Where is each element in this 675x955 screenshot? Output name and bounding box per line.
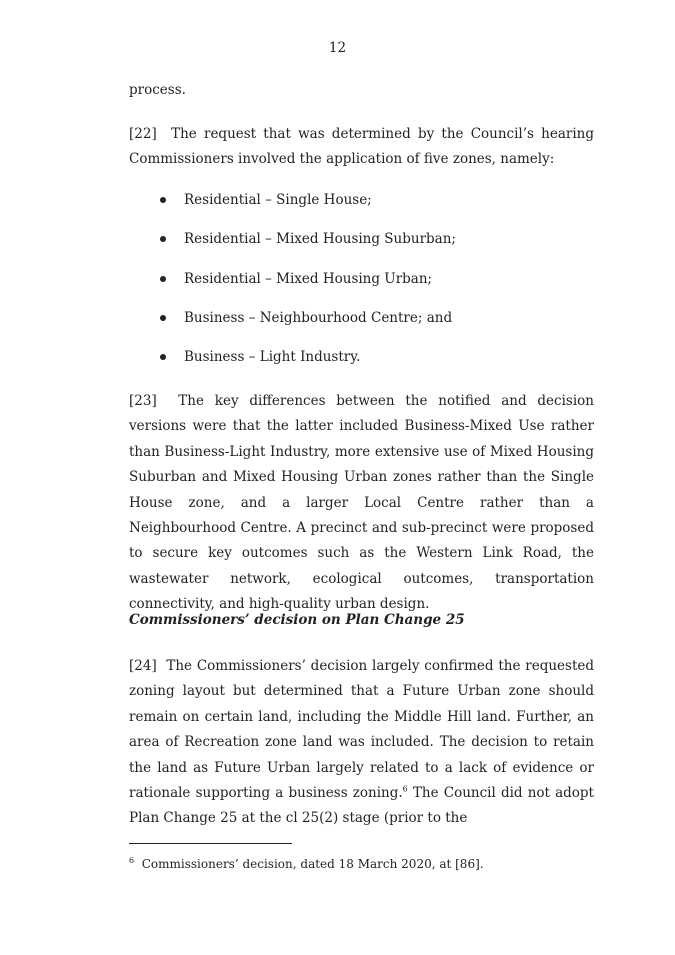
page-number: 12: [328, 40, 347, 56]
bullet-icon: [160, 315, 166, 321]
paragraph-number: [22]: [129, 126, 157, 142]
bullet-icon: [160, 354, 166, 360]
paragraph-23-text: The key differences between the notified and decision versions were that the latter included Business-Mixed Use rather than Business-Light Industry, more extensive use of Mixed Housing Suburban and Mixed Housing Urban zones rather than the Single House zone, and a larger Local Centre rather than a Neighbourhood Centre. A precinct and sub-precinct were proposed to secure key outcomes such as the Western Link Road, the wastewater network, ecological outcomes, transportation connectivity, and high-quality urban design.: [129, 393, 594, 613]
section-heading: Commissioners’ decision on Plan Change 25: [129, 612, 465, 628]
zones-list: [160, 190, 456, 386]
list-item-text: Business – Neighbourhood Centre; and: [184, 309, 453, 326]
paragraph-number: [24]: [129, 658, 157, 674]
paragraph-23: [129, 389, 594, 618]
list-item-text: Business – Light Industry.: [184, 349, 361, 366]
paragraph-number: [23]: [129, 393, 157, 409]
bullet-icon: [160, 197, 166, 203]
list-item: [160, 347, 456, 386]
list-item-text: Residential – Mixed Housing Suburban;: [184, 231, 456, 248]
paragraph-22: [129, 122, 594, 173]
paragraph-22-line-2: Commissioners involved the application of five zones, namely:: [129, 151, 555, 168]
footnote: [129, 857, 484, 871]
paragraph-22-line-1: [129, 122, 594, 147]
list-item-text: Residential – Mixed Housing Urban;: [184, 270, 433, 287]
list-item: [160, 190, 456, 229]
paragraph-24-text-continued: The Council did not adopt Plan Change 25 at the cl 25(2) stage (prior to the: [129, 785, 594, 827]
footnote-reference[interactable]: 6: [402, 784, 408, 794]
list-item-text: Residential – Single House;: [184, 192, 372, 208]
footnote-marker: 6: [129, 856, 135, 865]
list-item: [160, 229, 456, 268]
paragraph-24-text: The Commissioners’ decision largely confirmed the requested zoning layout but determined that a Future Urban zone should remain on certain land, including the Middle Hill land. Further, an area of Recreation zone land was included. The decision to retain the land as Future Urban largely related to a lack of evidence or rationale supporting a business zoning.: [129, 658, 595, 802]
bullet-icon: [160, 276, 166, 282]
footnote-text: Commissioners’ decision, dated 18 March 2020, at [86].: [141, 857, 484, 871]
paragraph-22-text-1: The request that was determined by the Council’s hearing: [171, 126, 594, 142]
paragraph-24: [129, 654, 594, 832]
carryover-text: process.: [129, 82, 186, 98]
list-item: [160, 308, 456, 347]
bullet-icon: [160, 236, 166, 242]
list-item: [160, 269, 456, 308]
footnote-divider: [129, 843, 292, 844]
